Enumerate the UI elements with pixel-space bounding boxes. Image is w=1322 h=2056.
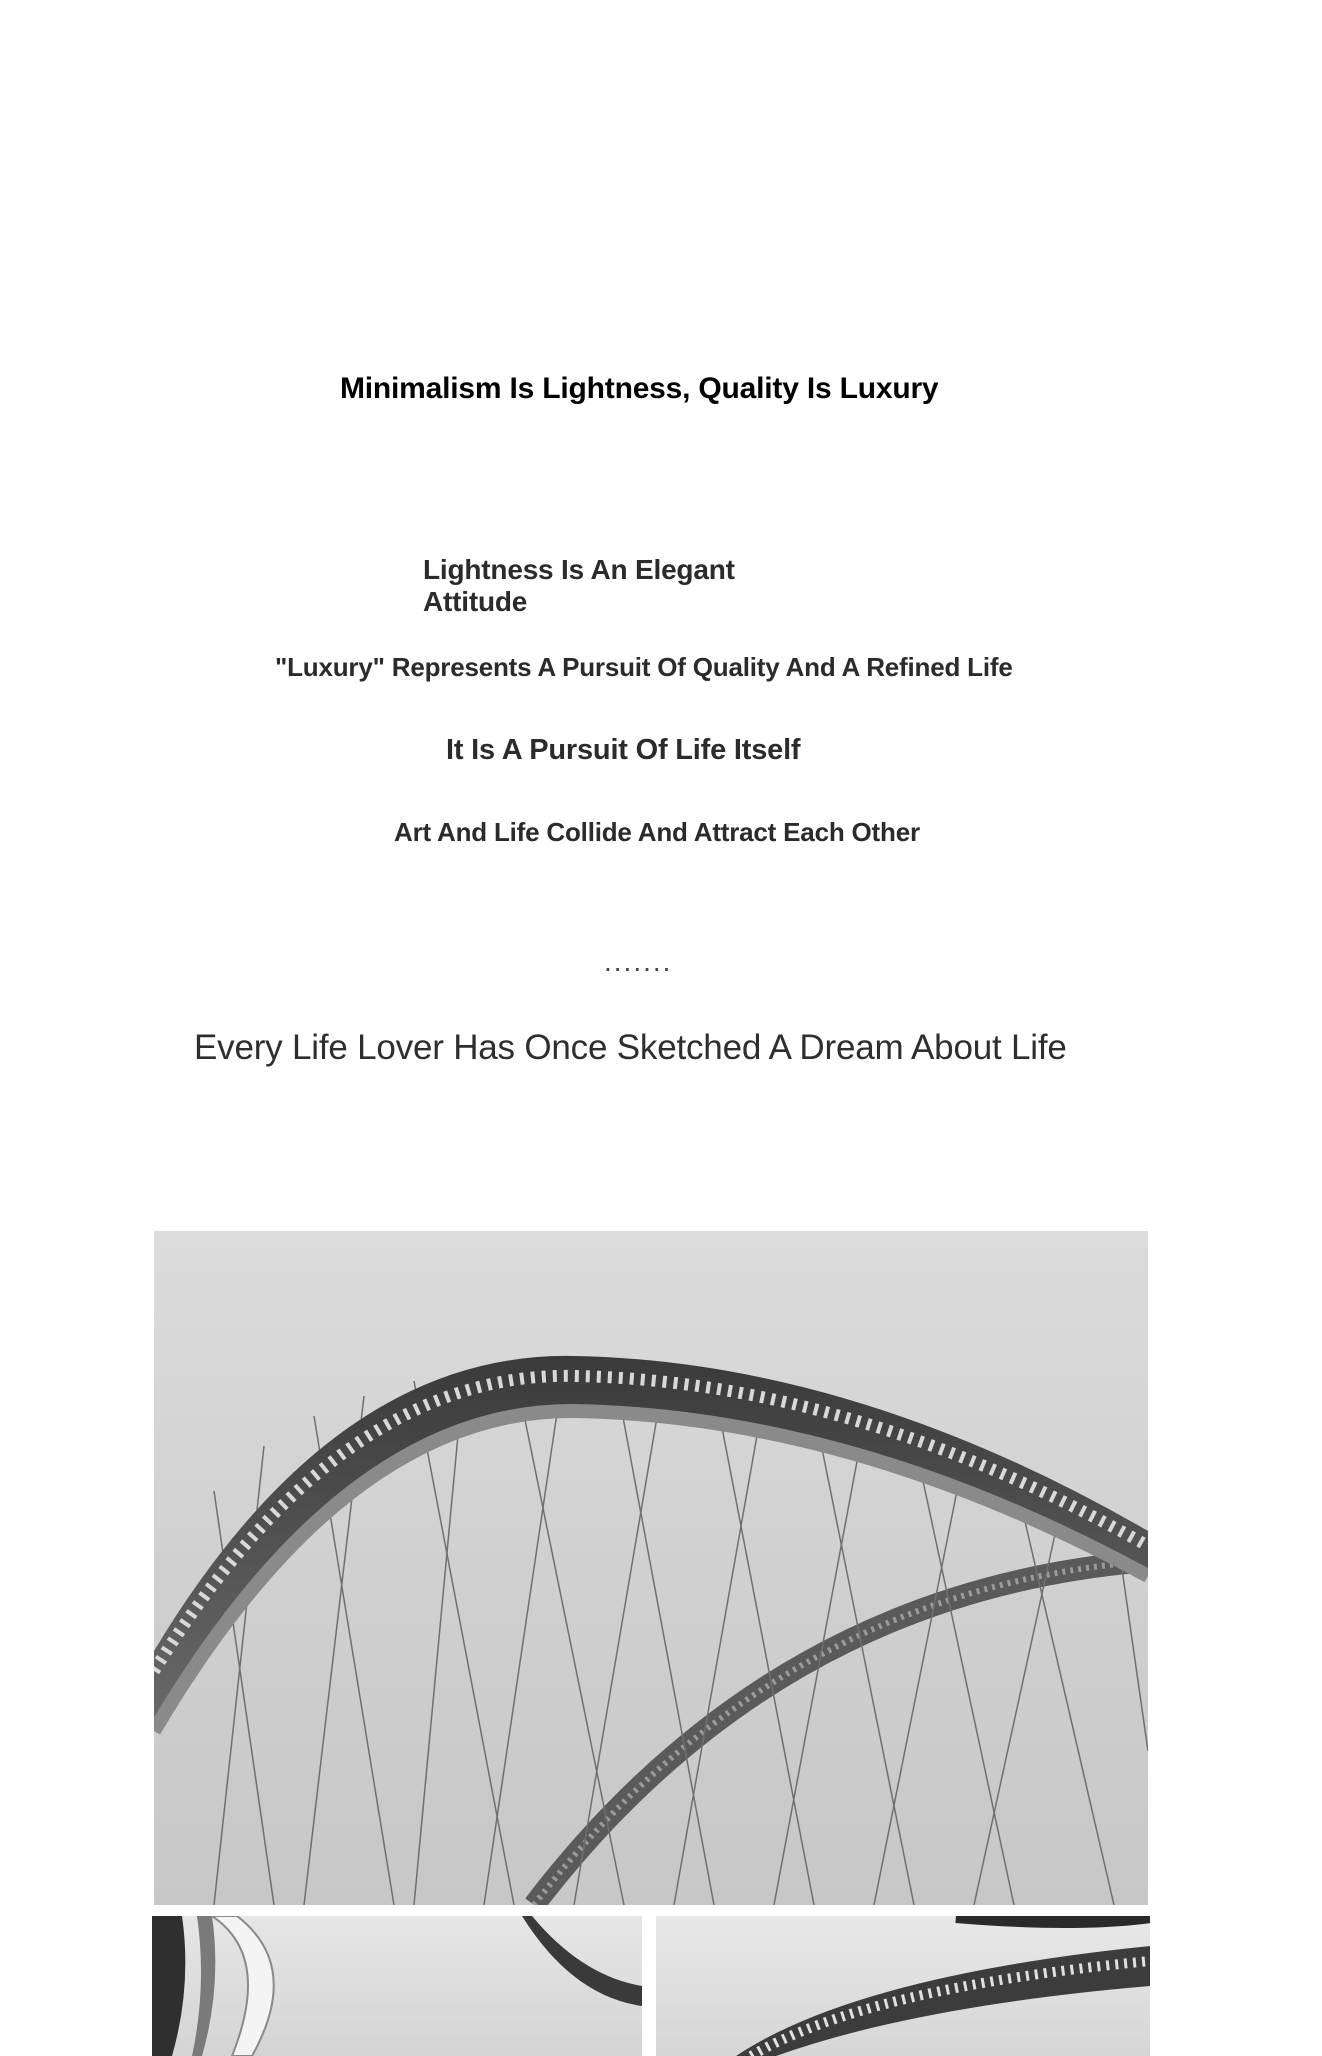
bridge-arch-illustration (154, 1231, 1148, 1905)
art-life-text: Art And Life Collide And Attract Each Other (394, 817, 920, 847)
luxury-text: "Luxury" Represents A Pursuit Of Quality And A Refined Life (275, 652, 1013, 682)
curved-structure-illustration (152, 1916, 642, 2056)
pursuit-text: It Is A Pursuit Of Life Itself (446, 734, 801, 766)
attitude-line-1: Lightness Is An Elegant (423, 554, 735, 585)
dream-tagline: Every Life Lover Has Once Sketched A Dream About Life (194, 1028, 1067, 1067)
attitude-line-2: Attitude (423, 586, 528, 617)
ellipsis-separator: ....... (604, 946, 673, 977)
slatted-roof-photo (656, 1916, 1150, 2056)
secondary-arch (534, 1561, 1148, 1905)
bridge-arch-photo (154, 1231, 1148, 1905)
secondary-arch-ribs (534, 1561, 1148, 1905)
slatted-roof-illustration (656, 1916, 1150, 2056)
headline: Minimalism Is Lightness, Quality Is Luxury (340, 372, 939, 405)
curved-structure-photo (152, 1916, 642, 2056)
attitude-text (423, 554, 735, 618)
